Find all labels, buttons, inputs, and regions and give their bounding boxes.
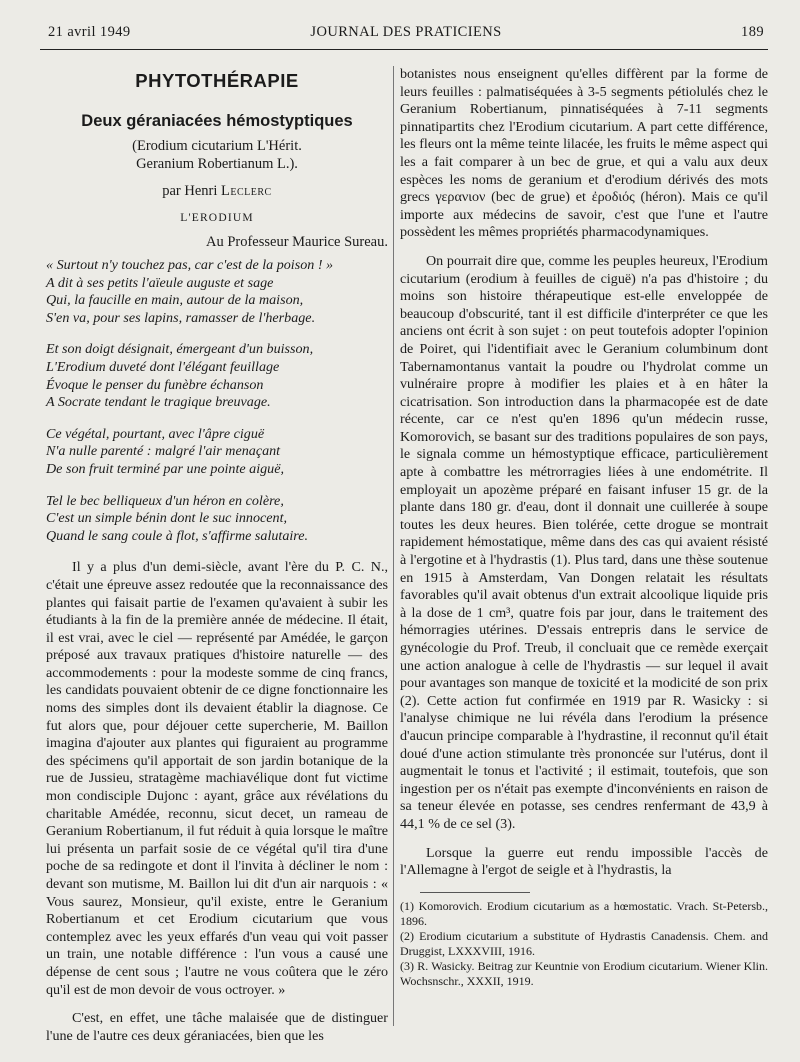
column-divider: [393, 66, 394, 1026]
page-number: 189: [741, 24, 764, 40]
subtitle-line: Geranium Robertianum L.).: [136, 156, 298, 172]
author-name: Leclerc: [221, 183, 272, 199]
body-paragraph: botanistes nous enseignent qu'elles diffèrent par la forme de leurs feuilles : palmatiséquées à 3-5 segments pétiolulés chez le Geranium Robertianum, pinnatiséquées à 7-11 segments pinnatipartits chez l'Erodium cicutarium. A part cette différence, les fleurs ont la même teinte lilacée, les fruits le même aspect qui les a fait comparer à un bec de grue, et qui a valu aux deux espèces les noms de geranium et d'erodium dérivés des mots grecs γερανιον (bec de grue) et ἐροδιός (héron). Mais ce qu'il importe aux médecins de savoir, c'est que l'une et l'autre possèdent les mêmes propriétés pharmacodynamiques.: [400, 66, 768, 241]
poem-verse: A dit à ses petits l'aïeule auguste et sage: [46, 274, 274, 291]
poem-stanza: [46, 493, 388, 546]
subtitle-line: (Erodium cicutarium L'Hérit.: [132, 138, 302, 154]
article-title: Deux géraniacées hémostyptiques: [81, 112, 353, 130]
poem-verse: Tel le bec belliqueux d'un héron en colère,: [46, 492, 284, 509]
right-column: [400, 66, 768, 989]
subsection-heading: L'ERODIUM: [180, 212, 254, 224]
poem-stanza: [46, 257, 388, 327]
poem-verse: Ce végétal, pourtant, avec l'âpre ciguë: [46, 425, 265, 442]
body-paragraph: Lorsque la guerre eut rendu impossible l'accès de l'Allemagne à l'ergot de seigle et à l'hydrastis, la: [400, 844, 768, 879]
journal-title: JOURNAL DES PRATICIENS: [310, 24, 502, 40]
section-title: PHYTOTHÉRAPIE: [135, 70, 299, 91]
poem-verse: A Socrate tendant le tragique breuvage.: [46, 394, 271, 411]
footnote: (3) R. Wasicky. Beitrag zur Keuntnie von Erodium cicutarium. Wiener Klin. Wochsnschr., XXXII, 1919.: [400, 958, 768, 988]
poem-verse: S'en va, pour ses lapins, ramasser de l'herbage.: [46, 309, 316, 326]
poem-verse: C'est un simple bénin dont le suc innocent,: [46, 510, 288, 527]
poem-verse: N'a nulle parenté : malgré l'air menaçant: [46, 443, 281, 460]
footnote: (2) Erodium cicutarium a substitute of Hydrastis Canadensis. Chem. and Druggist, LXXXVIII, 1916.: [400, 928, 768, 958]
header-rule: [40, 49, 768, 50]
running-header: [48, 24, 764, 46]
poem-verse: Évoque le penser du funèbre échanson: [46, 376, 264, 393]
body-paragraph: On pourrait dire que, comme les peuples heureux, l'Erodium cicutarium (erodium à feuilles de ciguë) n'a pas d'histoire ; du moins son histoire thérapeutique est-elle enveloppée de beaucoup d'obscurité, tant il est difficile d'interpréter ce que les anciens ont écrit à son sujet : on peut toutefois adopter l'opinion de Poiret, qui l'identifiait avec le Geranium columbinum dont Tabernamontanus vantait la poudre ou l'hydrolat comme un vulnéraire propre à modifier les plaies et à en hâter la cicatrisation. Son introduction dans la pharmacopée est de date récente, car ce n'est qu'en 1896 qu'un médecin russe, Komorovich, se basant sur des traditions populaires de son pays, le signala comme un hémostyptique efficace, particulièrement apte à combattre les métrorragies liées à une endométrite. Il employait un apozème préparé en faisant infuser 15 gr. de la plante dans 180 gr. d'eau, dont il donnait une cuillerée à soupe toutes les deux heures. Bien tolérée, cette drogue se montrait rapidement hémostatique, même dans des cas qui avaient résisté à l'ergotine et à l'hydrastis (1). Plus tard, dans une thèse soutenue en 1915 à Amsterdam, Van Dongen relatait les résultats favorables qu'il avait obtenus d'un extrait alcoolique liquide pris à la dose de 1 cm³, quatre fois par jour, dans le traitement des hémorragies utérines. D'essais entrepris dans le service de gynécologie du Prof. Treub, il concluait que ce remède exerçait une action analogue à celle de l'hydrastis — sur lequel il avait pour avantages son manque de toxicité et la modicité de son prix (2). Cette action fut confirmée en 1919 par R. Wasicky : si l'analyse chimique ne lui révéla dans l'erodium la présence d'aucun principe comparable à l'hydrastine, il reconnut qu'il était doué d'une action stimulante très prononcée sur l'utérus, dont il augmentait le tonus et l'activité ; il estimait, toutefois, que son ingestion per os n'était pas exempte d'inconvénients en raison de sa teneur élevée en potasse, ses cendres renfermant de 43,9 à 44,1 % de ce sel (3).: [400, 252, 768, 832]
poem-verse: L'Erodium duveté dont l'élégant feuillage: [46, 358, 280, 375]
poem-verse: Qui, la faucille en main, autour de la maison,: [46, 292, 304, 309]
footnotes: [400, 899, 768, 989]
poem-verse: Et son doigt désignait, émergeant d'un buisson,: [46, 341, 314, 358]
poem: [46, 257, 388, 545]
poem-verse: « Surtout n'y touchez pas, car c'est de la poison ! »: [46, 257, 334, 273]
byline-prefix: par Henri: [162, 183, 218, 199]
poem-verse: De son fruit terminé par une pointe aiguë,: [46, 460, 284, 477]
body-paragraph: Il y a plus d'un demi-siècle, avant l'ère du P. C. N., c'était une épreuve assez redoutée que la reconnaissance des plantes qui faisait partie de l'examen qu'avaient à subir les étudiants à la fin de la première année de médecine. Il était, il est vrai, avec le ciel — représenté par Amédée, le garçon préposé aux travaux pratiques d'histoire naturelle — des accommodements : pour la modeste somme de cinq francs, les candidats pouvaient obtenir de ce digne fonctionnaire les noms des simples dont ils devaient établir la diagnose. Ce fut alors que, pour déjouer cette supercherie, M. Baillon imagina d'ajouter aux plantes qui figuraient au programme des spécimens qu'il apportait de son jardin botanique de la rue de Jussieu, stratagème machiavélique dont fut victime mon condisciple Dujonc : ayant, grâce aux révélations du charitable Amédée, reconnu, sicut decet, un rameau de Geranium Robertianum, il fut réduit à quia lorsque le maître lui présenta un parfait sosie de ce végétal qu'il tira d'une poche de sa redingote et dont il l'invita à décliner le nom : devant son mutisme, M. Baillon lui dit d'un air narquois : « Vous saurez, Monsieur, qu'il existe, entre le Geranium Robertianum et cet Erodium cicutarium que vous contemplez avec les yeux effarés d'un veau qui voit passer un train, une notable différence : l'un vous a causé une dépense de cent sous ; l'autre ne vous coûtera que le zéro qu'il est de mon devoir de vous octroyer. »: [46, 559, 388, 998]
poem-stanza: [46, 426, 388, 479]
footnote: (1) Komorovich. Erodium cicutarium as a hœmostatic. Vrach. St-Petersb., 1896.: [400, 898, 768, 928]
article-subtitle: [46, 137, 388, 173]
dedication: Au Professeur Maurice Sureau.: [205, 234, 388, 250]
left-column: [46, 66, 388, 1045]
byline: [46, 183, 388, 200]
poem-verse: Quand le sang coule à flot, s'affirme salutaire.: [46, 527, 309, 544]
poem-stanza: [46, 341, 388, 411]
footnote-rule: [420, 892, 530, 893]
body-paragraph: C'est, en effet, une tâche malaisée que de distinguer l'une de l'autre ces deux géraniacées, bien que les: [46, 1010, 388, 1044]
issue-date: 21 avril 1949: [48, 24, 131, 40]
